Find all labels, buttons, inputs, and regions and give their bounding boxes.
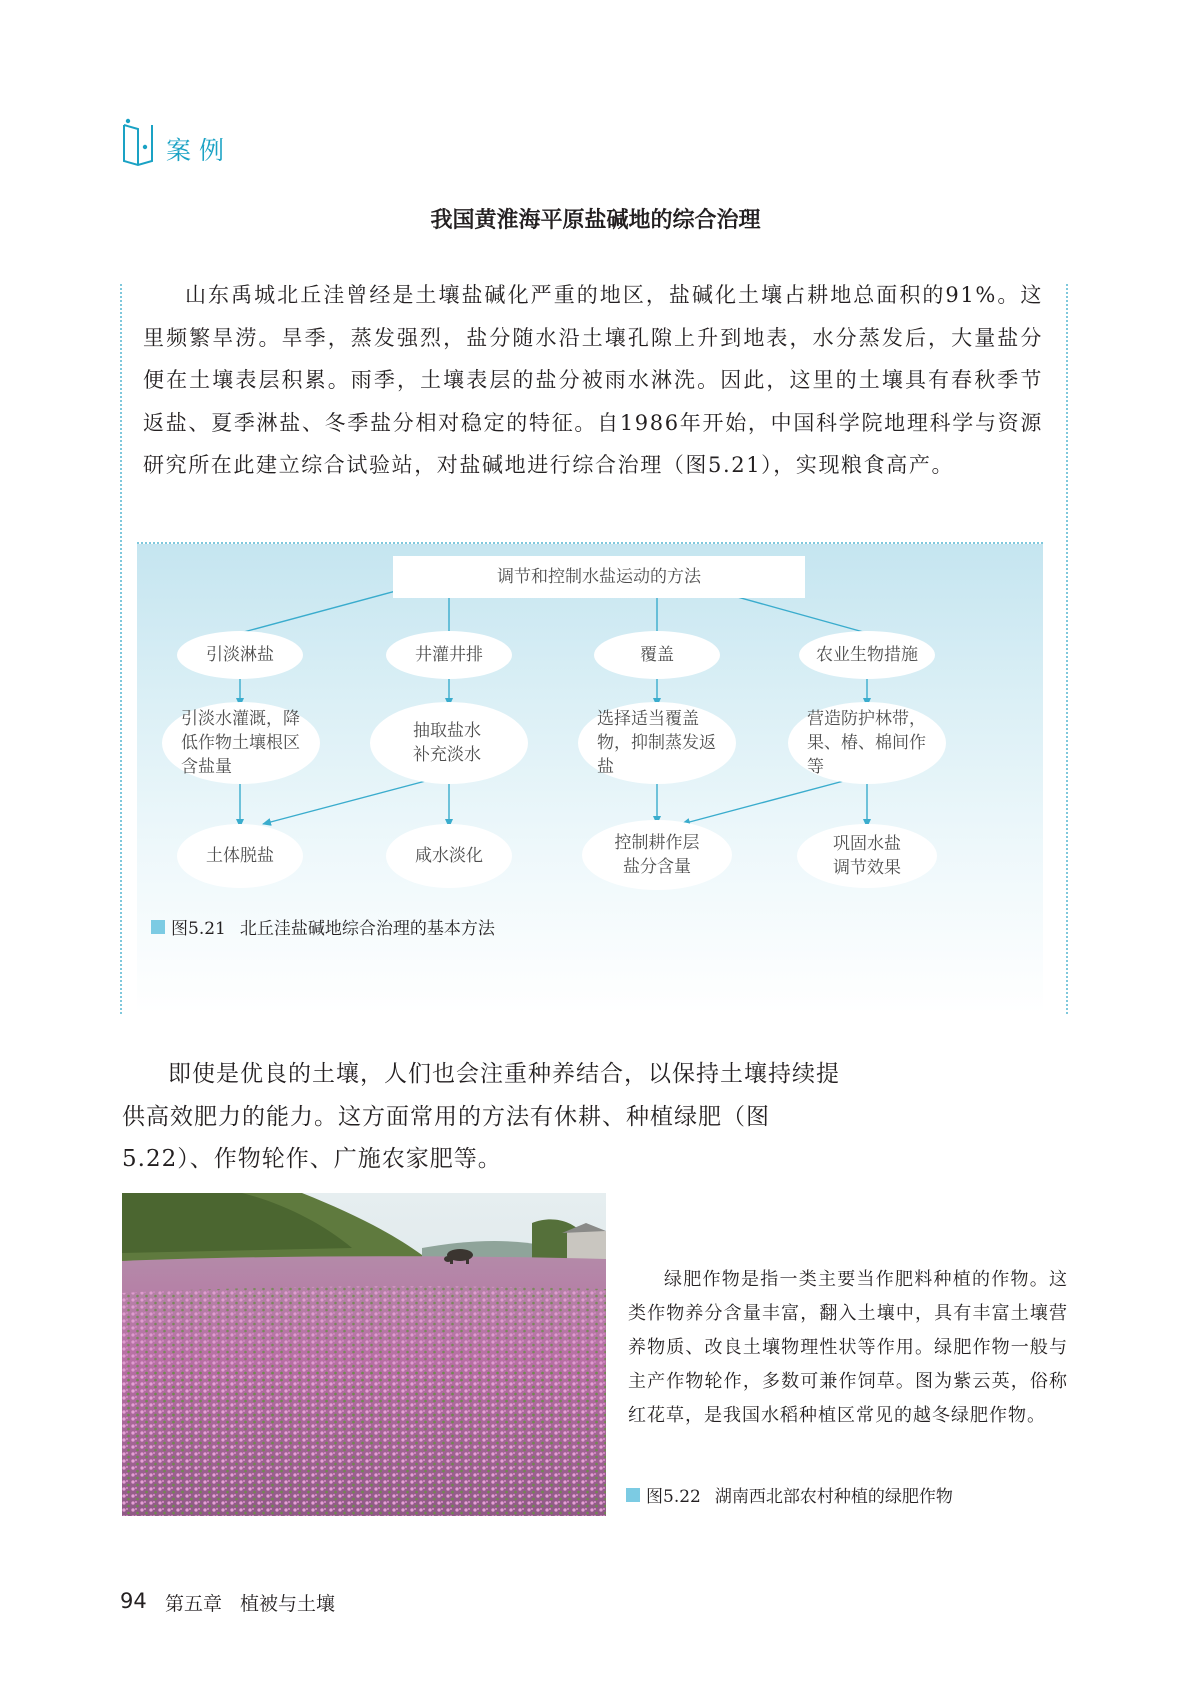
method-node-1: 引淡淋盐 bbox=[177, 631, 303, 679]
arrow-s4-to-r3 bbox=[682, 778, 855, 824]
figure-5-22-caption bbox=[626, 1482, 953, 1507]
measure-node-4 bbox=[788, 702, 946, 784]
caption-marker-icon bbox=[626, 1488, 640, 1502]
section-label: 案例 bbox=[166, 136, 233, 165]
chapter-number: 第五章 bbox=[165, 1593, 223, 1615]
figure-5-21-caption bbox=[151, 914, 495, 939]
method-node-3: 覆盖 bbox=[594, 631, 720, 679]
page-number: 94 bbox=[120, 1589, 147, 1613]
field-illustration bbox=[122, 1193, 606, 1516]
measure-node-1 bbox=[162, 702, 320, 784]
result-node-2: 咸水淡化 bbox=[386, 824, 512, 888]
chapter-footer bbox=[165, 1589, 353, 1616]
arrow-s2-to-r1 bbox=[263, 778, 437, 824]
result-node-3-text: 控制耕作层盐分含量 bbox=[614, 833, 700, 877]
figure-5-21-number: 图5.21 bbox=[171, 919, 226, 939]
result-node-4 bbox=[797, 824, 937, 888]
figure-5-22-description: 绿肥作物是指一类主要当作肥料种植的作物。这类作物养分含量丰富，翻入土壤中，具有丰富土壤营养物质、改良土壤物理性状等作用。绿肥作物一般与主产作物轮作，多数可兼作饲草。图为紫云英，俗称红花草，是我国水稻种植区常见的越冬绿肥作物。 bbox=[628, 1269, 1068, 1426]
result-node-1: 土体脱盐 bbox=[177, 824, 303, 888]
measure-node-4-text: 营造防护林带，果、椿、棉间作等 bbox=[807, 709, 926, 777]
figure-5-22-number: 图5.22 bbox=[646, 1487, 701, 1507]
case-title: 我国黄淮海平原盐碱地的综合治理 bbox=[430, 207, 761, 233]
measure-node-1-text: 引淡水灌溉，降低作物土壤根区含盐量 bbox=[181, 709, 300, 777]
result-node-4-text: 巩固水盐调节效果 bbox=[833, 834, 901, 878]
measure-node-3-text: 选择适当覆盖物，抑制蒸发返盐 bbox=[597, 709, 716, 777]
figure-5-21-text: 北丘洼盐碱地综合治理的基本方法 bbox=[239, 919, 495, 939]
chapter-title: 植被与土壤 bbox=[240, 1593, 336, 1615]
method-node-2: 井灌井排 bbox=[386, 631, 512, 679]
measure-node-3 bbox=[578, 702, 736, 784]
body-paragraph: 即使是优良的土壤，人们也会注重种养结合，以保持土壤持续提供高效肥力的能力。这方面常用的方法有休耕、种植绿肥（图5.22）、作物轮作、广施农家肥等。 bbox=[122, 1061, 840, 1172]
measure-node-2 bbox=[370, 702, 528, 784]
case-paragraph: 山东禹城北丘洼曾经是土壤盐碱化严重的地区，盐碱化土壤占耕地总面积的91%。这里频繁旱涝。旱季，蒸发强烈，盐分随水沿土壤孔隙上升到地表，水分蒸发后，大量盐分便在土壤表层积累。雨季，土壤表层的盐分被雨水淋洗。因此，这里的土壤具有春秋季节返盐、夏季淋盐、冬季盐分相对稳定的特征。自1986年开始，中国科学院地理科学与资源研究所在此建立综合试验站，对盐碱地进行综合治理（图5.21），实现粮食高产。 bbox=[143, 283, 1043, 477]
case-book-icon bbox=[118, 117, 158, 167]
measure-node-2-text: 抽取盐水补充淡水 bbox=[413, 721, 481, 765]
caption-marker-icon bbox=[151, 920, 165, 934]
diagram-top-box: 调节和控制水盐运动的方法 bbox=[393, 556, 805, 598]
green-manure-photo bbox=[122, 1193, 606, 1516]
figure-5-22-text: 湖南西北部农村种植的绿肥作物 bbox=[714, 1487, 953, 1507]
arrow-top-to-m1 bbox=[240, 588, 407, 633]
result-node-3 bbox=[582, 820, 732, 890]
method-node-4: 农业生物措施 bbox=[799, 631, 935, 679]
flow-diagram bbox=[137, 544, 1043, 1014]
